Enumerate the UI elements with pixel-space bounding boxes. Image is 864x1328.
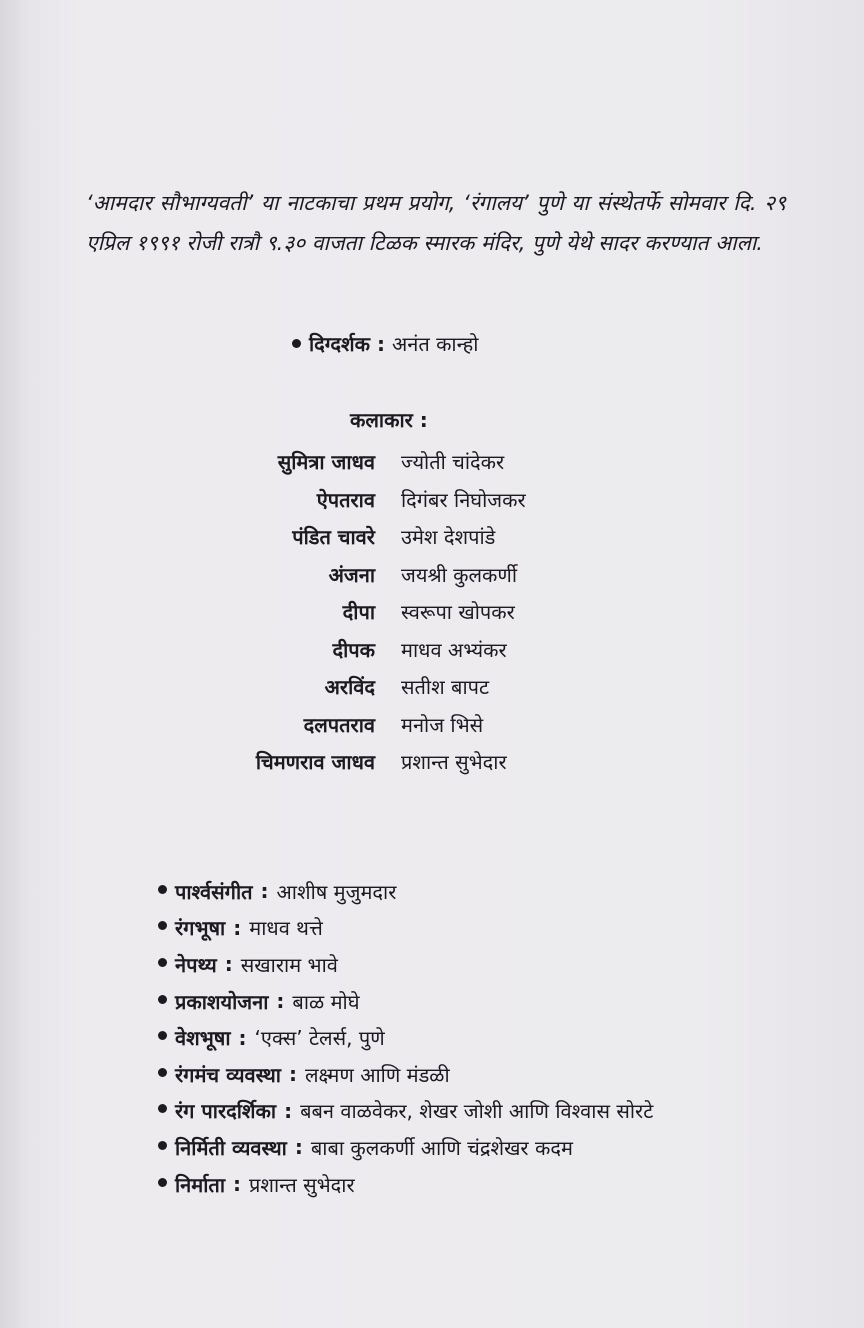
credit-value: ‘एक्स’ टेलर्स, पुणे	[254, 1026, 385, 1051]
credit-value: लक्ष्मण आणि मंडळी	[304, 1062, 450, 1087]
bullet-icon	[158, 1031, 167, 1040]
cast-row	[150, 706, 750, 744]
bullet-icon	[158, 1178, 167, 1187]
credit-separator: :	[224, 952, 233, 977]
bullet-icon	[158, 958, 167, 967]
cast-role: सुमित्रा जाधव	[277, 450, 375, 475]
cast-actor: सतीश बापट	[401, 675, 490, 700]
cast-row	[150, 443, 750, 481]
credit-label: निर्माता	[175, 1172, 225, 1197]
director-credit	[292, 330, 478, 357]
credit-separator: :	[233, 1172, 241, 1197]
cast-role: अरविंद	[324, 675, 375, 700]
cast-actor: ज्योती चांदेकर	[401, 450, 505, 475]
bullet-icon	[158, 1141, 167, 1150]
credits-list	[158, 873, 818, 1202]
cast-role: दीपा	[342, 600, 375, 625]
cast-actor: उमेश देशपांडे	[401, 525, 496, 550]
credit-separator: :	[233, 915, 242, 940]
cast-row	[150, 518, 750, 556]
credit-value: आशीष मुजुमदार	[276, 879, 397, 904]
bullet-icon	[292, 339, 301, 348]
director-label: दिग्दर्शक	[309, 332, 370, 356]
credit-row	[158, 1093, 818, 1130]
cast-actor: दिगंबर निघोजकर	[401, 487, 526, 512]
cast-row	[150, 668, 750, 706]
credit-separator: :	[294, 1135, 303, 1160]
cast-role: दलपतराव	[303, 712, 375, 737]
cast-row	[150, 593, 750, 631]
credit-label: नेपथ्य	[175, 952, 217, 977]
cast-role: ऐपतराव	[316, 487, 375, 512]
credit-row	[158, 910, 818, 947]
credit-label: रंग पारदर्शिका	[175, 1099, 277, 1124]
credit-label: प्रकाशयोजना	[175, 989, 269, 1014]
cast-role: पंडित चावरे	[292, 525, 375, 550]
credit-label: पार्श्वसंगीत	[175, 879, 253, 904]
credit-label: निर्मिती व्यवस्था	[175, 1135, 287, 1160]
cast-heading: कलाकार :	[350, 408, 428, 432]
cast-row	[150, 631, 750, 669]
credit-value: सखाराम भावे	[240, 952, 338, 977]
credit-label: वेशभूषा	[175, 1026, 231, 1051]
cast-actor: माधव अभ्यंकर	[401, 637, 507, 662]
intro-paragraph: ‘आमदार सौभाग्यवती’ या नाटकाचा प्रथम प्रयोग, ‘रंगालय’ पुणे या संस्थेतर्फे सोमवार दि. २९ एप्रिल १९९१ रोजी रात्रौ ९.३० वाजता टिळक स्मारक मंदिर, पुणे येथे सादर करण्यात आला.	[86, 191, 786, 255]
credit-row	[158, 1056, 818, 1093]
credit-separator: :	[288, 1062, 297, 1087]
cast-role: दीपक	[332, 637, 375, 662]
bullet-icon	[158, 885, 167, 894]
credit-separator: :	[260, 879, 269, 904]
credit-separator: :	[238, 1025, 247, 1050]
credit-row	[158, 983, 818, 1020]
credit-row	[158, 1019, 818, 1056]
cast-row	[150, 556, 750, 594]
cast-actor: स्वरूपा खोपकर	[401, 600, 515, 625]
cast-role: चिमणराव जाधव	[255, 750, 375, 775]
credit-separator: :	[284, 1098, 293, 1123]
bullet-icon	[158, 1104, 167, 1113]
bullet-icon	[158, 995, 167, 1004]
credit-row	[158, 1166, 818, 1203]
cast-row	[150, 743, 750, 781]
cast-actor: जयश्री कुलकर्णी	[401, 562, 518, 587]
credit-row	[158, 873, 818, 910]
credit-value: बबन वाळवेकर, शेखर जोशी आणि विश्वास सोरटे	[300, 1099, 654, 1124]
cast-role: अंजना	[328, 562, 375, 587]
bullet-icon	[158, 921, 167, 930]
cast-list	[150, 443, 750, 781]
cast-row	[150, 481, 750, 519]
credit-row	[158, 1129, 818, 1166]
director-name: अनंत कान्हो	[391, 332, 479, 356]
bullet-icon	[158, 1068, 167, 1077]
director-separator: :	[376, 332, 385, 356]
credit-value: माधव थत्ते	[249, 916, 323, 941]
credit-label: रंगमंच व्यवस्था	[175, 1062, 281, 1087]
cast-actor: प्रशान्त सुभेदार	[401, 750, 507, 775]
credit-value: प्रशान्त सुभेदार	[249, 1172, 355, 1197]
credit-row	[158, 946, 818, 983]
credit-value: बाबा कुलकर्णी आणि चंद्रशेखर कदम	[310, 1135, 573, 1160]
credit-label: रंगभूषा	[175, 916, 226, 941]
cast-actor: मनोज भिसे	[401, 712, 484, 737]
credit-value: बाळ मोघे	[292, 989, 360, 1014]
credit-separator: :	[276, 989, 285, 1014]
